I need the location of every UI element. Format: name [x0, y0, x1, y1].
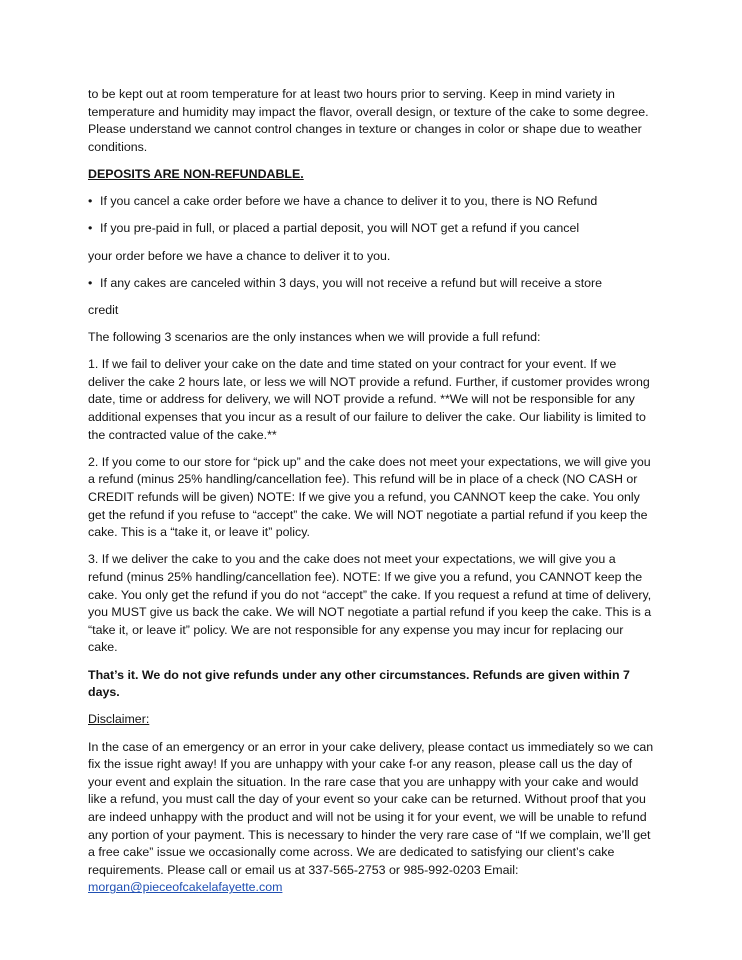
bullet-cancel-before-delivery: • If you cancel a cake order before we have a chance to deliver it to you, there is NO Refund: [88, 193, 654, 211]
scenario-3: 3. If we deliver the cake to you and the cake does not meet your expectations, we will give you a refund (minus 25% handling/cancellation fee). NOTE: If we give you a refund, you CANNOT keep the cake. You only get the refund if you do not “accept” the cake. If you request a refund at time of delivery, you MUST give us back the cake. We will NOT negotiate a partial refund if you keep the cake. This is a “take it, or leave it” policy. We are not responsible for any expense you may incur for replacing our cake.: [88, 552, 652, 655]
bullet-prepaid-no-refund: • If you pre-paid in full, or placed a partial deposit, you will NOT get a refund if you cancel: [88, 220, 654, 238]
email-link[interactable]: morgan@pieceofcakelafayette.com: [88, 880, 283, 895]
scenario-1: 1. If we fail to deliver your cake on the date and time stated on your contract for your event. If we deliver the cake 2 hours late, or less we will NOT provide a refund. Further, if customer provides wrong date, time or address for delivery, we will NOT provide a refund. **We will not be responsible for any additional expenses that you incur as a result of our failure to deliver the cake. Our liability is limited to the contracted value of the cake.**: [88, 357, 650, 442]
deposits-heading: DEPOSITS ARE NON-REFUNDABLE.: [88, 166, 304, 181]
bullet-canceled-continued: credit: [88, 302, 119, 317]
disclaimer-body: In the case of an emergency or an error in your cake delivery, please contact us immediately so we can fix the issue right away! If you are unhappy with your cake f-or any reason, please call us the day of your event and explain the situation. In the rare case that you are unhappy with your cake and would like a refund, you must call the day of your event so your cake can be returned. Without proof that you are indeed unhappy with the product and will not be using it for your event, we will be unable to refund any portion of your payment. This is necessary to hinder the very rare case of “If we complain, we’ll get a free cake” issue we occasionally come across. We are dedicated to satisfying our client’s cake requirements. Please call or email us at 337-565-2753 or 985-992-0203 Email:: [88, 739, 654, 877]
bullet-prepaid-continued: your order before we have a chance to deliver it to you.: [88, 248, 391, 263]
bullet-canceled-within-3-days: • If any cakes are canceled within 3 days, you will not receive a refund but will receive a store: [88, 275, 654, 293]
scenarios-intro: The following 3 scenarios are the only instances when we will provide a full refund:: [88, 330, 541, 345]
disclaimer-text: [88, 739, 654, 897]
intro-paragraph: to be kept out at room temperature for at least two hours prior to serving. Keep in mind variety in temperature and humidity may impact the flavor, overall design, or texture of the cake to some degree. Please understand we cannot control changes in texture or changes in color or shape due to weather conditions.: [88, 87, 649, 154]
refund-policy-statement: That’s it. We do not give refunds under any other circumstances. Refunds are given within 7 days.: [88, 667, 630, 700]
scenario-2: 2. If you come to our store for “pick up” and the cake does not meet your expectations, we will give you a refund (minus 25% handling/cancellation fee). This refund will be in place of a check (NO CASH or CREDIT refunds will be given) NOTE: If we give you a refund, you CANNOT keep the cake. You only get the refund if you refuse to “accept” the cake. We will NOT negotiate a partial refund if you keep the cake. This is a “take it, or leave it” policy.: [88, 454, 651, 540]
disclaimer-heading: Disclaimer:: [88, 712, 150, 727]
document-body: [88, 86, 654, 897]
